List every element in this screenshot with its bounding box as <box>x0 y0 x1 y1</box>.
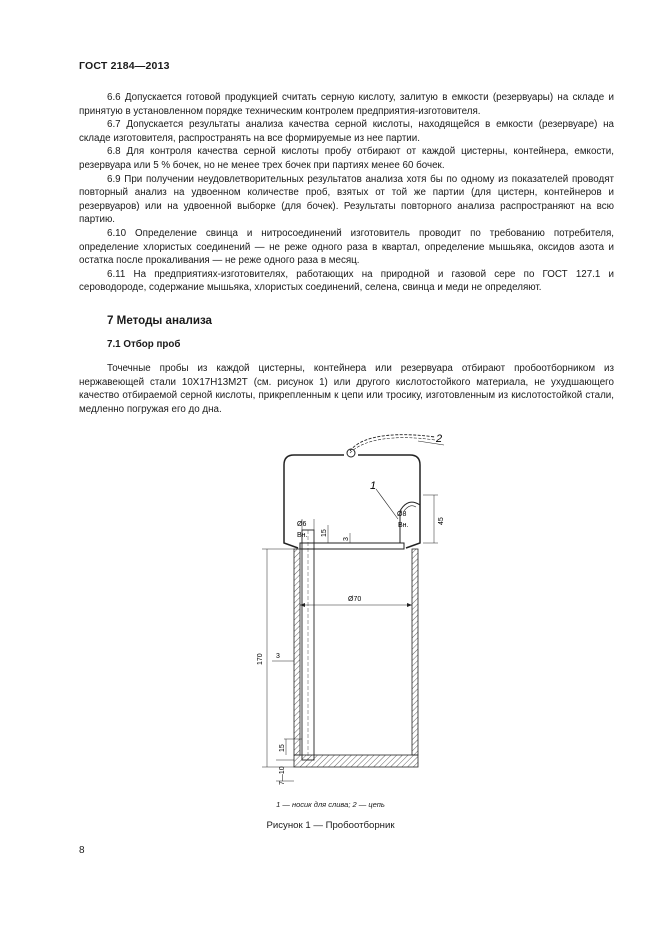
label-d70: Ø70 <box>348 596 362 603</box>
vessel-wall-left <box>294 549 300 755</box>
label-part-2: 2 <box>436 433 443 445</box>
paragraph-6-8: 6.8 Для контроля качества серной кислоты пробу отбирают от каждой цистерны, контейнера, емкости, резервуара или 5 % бочек, но не менее трех бочек при партиях менее 60 бочек. <box>79 146 614 171</box>
section-title: 7 Методы анализа <box>107 314 213 327</box>
paragraph-7-1: Точечные пробы из каждой цистерны, контейнера или резервуара отбирают пробоотборником из нержавеющей стали 10Х17Н13М2Т (см. рисунок 1) или другого кислотостойкого материала, не ухудшающего качество отбираемой серной кислоты, прикрепленным к цепи или тросику, изготовленным из кислотостойкой стали, медленно погружая его до дна. <box>79 363 614 415</box>
page-number: 8 <box>79 845 85 856</box>
figure-caption: Рисунок 1 — Пробоотборник <box>266 820 395 831</box>
sampler-drawing <box>240 425 460 785</box>
paragraph-6-6: 6.6 Допускается готовой продукцией считать серную кислоту, залитую в емкости (резервуары) на складе и принятую в установленном порядке техническим контролем предприятия-изготовителя. <box>79 92 614 117</box>
label-d6: Ø6 <box>297 521 307 528</box>
paragraph-6-10: 6.10 Определение свинца и нитросоединений изготовитель проводит по требованию потребителя, определение хлористых соединений — не реже одного раза в квартал, определение мышьяка, оксидов азота и остатка после прокаливания — не реже одного раза в месяц. <box>79 227 614 267</box>
label-h15-top: 15 <box>321 529 328 537</box>
label-h3: 3 <box>343 537 350 541</box>
sampling-text <box>79 362 614 416</box>
label-h45: 45 <box>438 517 445 525</box>
label-d8: Ø8 <box>397 511 407 518</box>
paragraph-6-9: 6.9 При получении неудовлетворительных результатов анализа хотя бы по одному из показателей проводят повторный анализ на удвоенном количестве проб, взятых от той же партии (для цистерн, контейнеров и резервуаров) или на удвоенной выборке (для бочек). Результаты повторного анализа распространяют на всю партию. <box>79 173 614 226</box>
label-w3: 3 <box>276 653 280 660</box>
figure-legend: 1 — носик для слива; 2 — цепь <box>276 800 385 809</box>
paragraph-6-11: 6.11 На предприятиях-изготовителях, работающих на природной и газовой сере по ГОСТ 127.1 и сероводороде, содержание мышьяка, хлористых соединений, селена, свинца и меди не определяют. <box>79 268 614 294</box>
label-vn-right: Вн. <box>398 522 409 529</box>
body-text <box>79 91 614 295</box>
document-header: ГОСТ 2184—2013 <box>79 60 170 72</box>
label-h170: 170 <box>257 653 264 665</box>
label-vn-left: Вн. <box>297 532 308 539</box>
lid <box>300 543 404 549</box>
label-h7-10: 7—10 <box>279 766 286 785</box>
vessel-bottom <box>294 755 418 767</box>
paragraph-6-7: 6.7 Допускается результаты анализа качества серной кислоты, находящейся в емкости (резервуаре) на складе изготовителя, распространять на все формируемые из нее партии. <box>79 119 614 144</box>
vessel-wall-right <box>412 549 418 755</box>
label-part-1: 1 <box>370 480 377 492</box>
chain-line <box>350 435 435 451</box>
label-h15-bottom: 15 <box>279 744 286 752</box>
subsection-title: 7.1 Отбор проб <box>107 339 181 350</box>
